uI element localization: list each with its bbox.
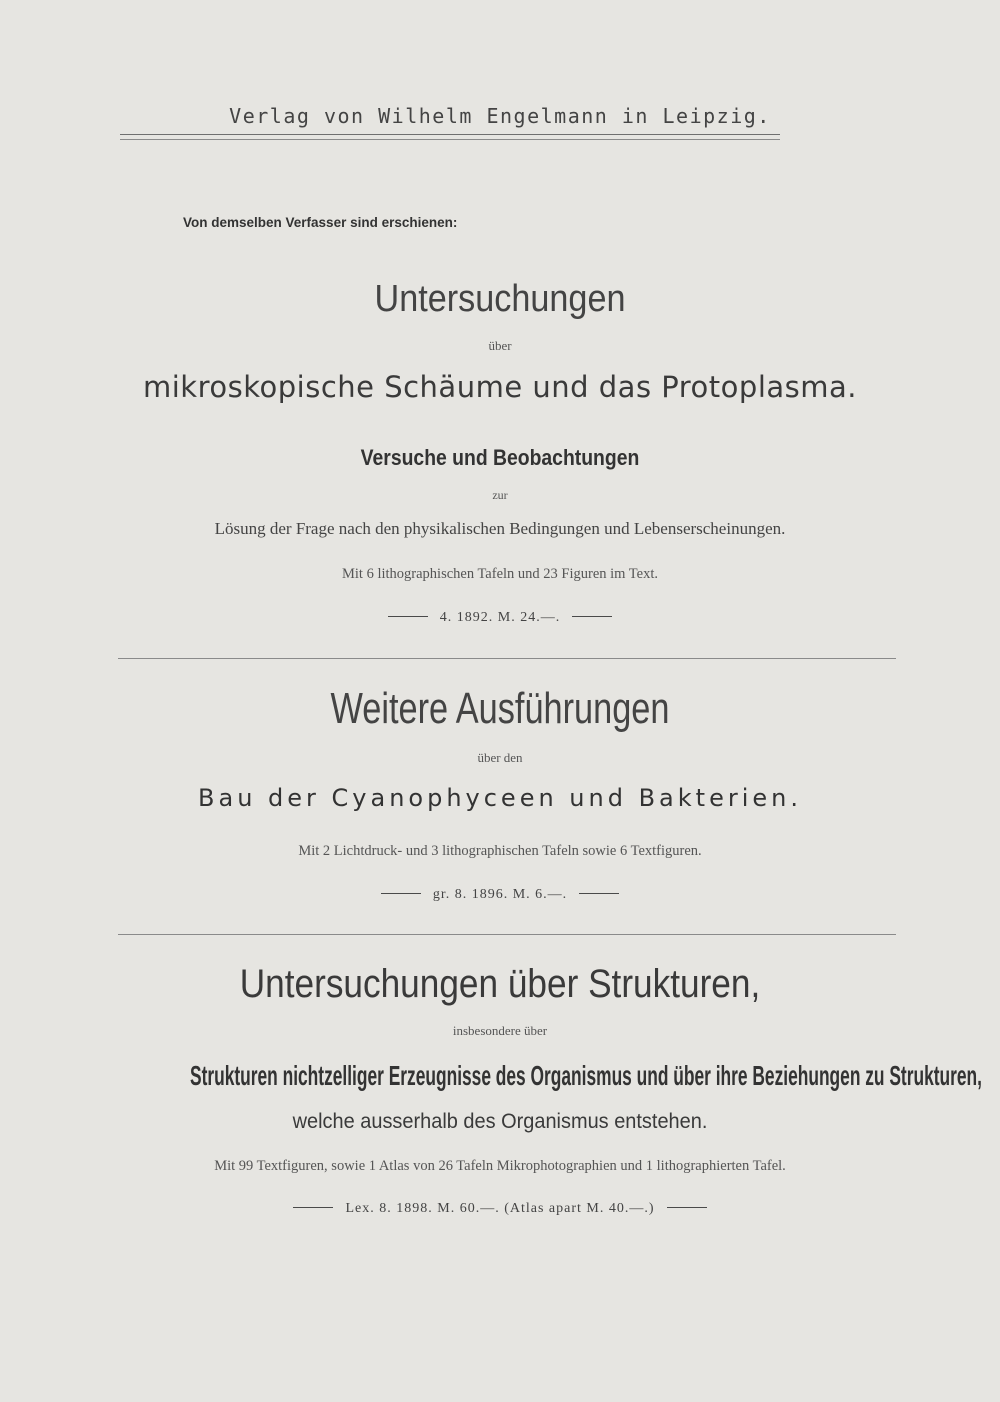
price-dash-right (572, 616, 612, 617)
book-1-description: Lösung der Frage nach den physikalischen Bedingungen und Lebenserscheinungen. (214, 519, 786, 538)
book-2-connector: über den (477, 750, 523, 765)
price-dash-right (667, 1207, 707, 1208)
book-1-price-line (0, 610, 1000, 626)
book-1-price: 4. 1892. M. 24.—. (439, 610, 561, 625)
header-rule-second (120, 139, 780, 140)
book-1-connector: über (488, 338, 512, 353)
book-3-subtitle-2: welche ausserhalb des Organismus entstehen. (292, 1110, 708, 1133)
book-1-connector-2: zur (492, 488, 508, 502)
header-rule (120, 134, 780, 135)
book-3-subtitle: Strukturen nichtzelliger Erzeugnisse des Organismus und über ihre Beziehungen zu Strukturen, (190, 1060, 982, 1091)
book-2-title: Weitere Ausführungen (330, 684, 670, 733)
intro-line: Von demselben Verfasser sind erschienen: (183, 215, 458, 230)
book-2-subtitle: Bau der Cyanophyceen und Bakterien. (198, 784, 802, 812)
section-divider-1 (118, 658, 896, 659)
book-2-figures: Mit 2 Lichtdruck- und 3 lithographischen Tafeln sowie 6 Textfiguren. (298, 843, 702, 859)
price-dash-left (293, 1207, 333, 1208)
section-divider-2 (118, 934, 896, 935)
book-2-price: gr. 8. 1896. M. 6.—. (432, 887, 568, 902)
book-3-price-line (0, 1201, 1000, 1217)
book-1-subtitle: mikroskopische Schäume und das Protoplasma. (143, 370, 857, 404)
book-1-figures: Mit 6 lithographischen Tafeln und 23 Figuren im Text. (342, 566, 658, 582)
price-dash-left (388, 616, 428, 617)
price-dash-left (381, 893, 421, 894)
book-1-subtitle-2: Versuche und Beobachtungen (360, 445, 640, 470)
publisher-header: Verlag von Wilhelm Engelmann in Leipzig. (229, 104, 771, 128)
book-3-connector: insbesondere über (452, 1023, 548, 1038)
book-1-title: Untersuchungen (374, 278, 626, 320)
book-3-title: Untersuchungen über Strukturen, (239, 962, 761, 1006)
book-3-price: Lex. 8. 1898. M. 60.—. (Atlas apart M. 40.—.) (345, 1201, 655, 1216)
book-2-price-line (0, 887, 1000, 903)
price-dash-right (579, 893, 619, 894)
book-3-figures: Mit 99 Textfiguren, sowie 1 Atlas von 26 Tafeln Mikrophotographien und 1 lithographierten Tafel. (214, 1158, 786, 1174)
